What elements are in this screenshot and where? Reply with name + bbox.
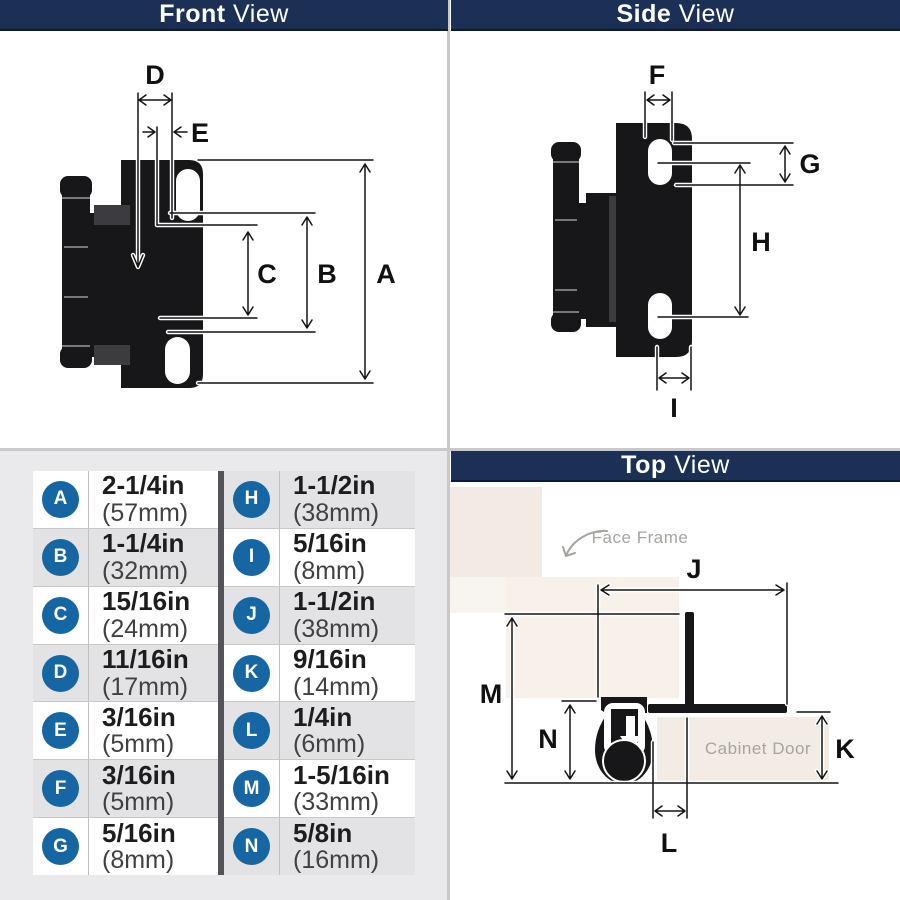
value-mm-n: (16mm) bbox=[293, 846, 380, 875]
badge-m: M bbox=[233, 770, 270, 807]
value-mm-d: (17mm) bbox=[102, 672, 189, 701]
value-mm-l: (6mm) bbox=[293, 730, 366, 759]
side-view-drawing bbox=[450, 31, 900, 448]
dim-label-c: C bbox=[257, 259, 277, 289]
table-row-h bbox=[224, 471, 415, 529]
table-row-e bbox=[33, 702, 218, 760]
value-in-j: 1-1/2in bbox=[293, 586, 376, 617]
side-hinge-barrel bbox=[553, 142, 579, 332]
value-in-f: 3/16in bbox=[102, 759, 176, 790]
side-view-title-bold: Side bbox=[616, 0, 672, 28]
table-row-a bbox=[33, 471, 218, 529]
value-in-e: 3/16in bbox=[102, 701, 176, 732]
cabinet-door-label: Cabinet Door bbox=[704, 739, 812, 758]
top-hinge-door-wing bbox=[685, 612, 694, 712]
badge-d: D bbox=[42, 655, 79, 692]
value-mm-f: (5mm) bbox=[102, 788, 175, 817]
dimension-table-left-column bbox=[33, 471, 218, 875]
table-row-g bbox=[33, 818, 218, 875]
value-mm-e: (5mm) bbox=[102, 730, 175, 759]
value-in-h: 1-1/2in bbox=[293, 470, 376, 501]
value-mm-h: (38mm) bbox=[293, 498, 380, 527]
value-in-g: 5/16in bbox=[102, 817, 176, 848]
wood-block-extension bbox=[450, 577, 506, 613]
badge-e: E bbox=[42, 712, 79, 749]
front-view-title-bold: Front bbox=[159, 0, 226, 28]
value-in-i: 5/16in bbox=[293, 528, 367, 559]
table-row-i bbox=[224, 529, 415, 587]
side-leaf-strip bbox=[609, 196, 616, 322]
table-row-d bbox=[33, 645, 218, 703]
value-in-m: 1-5/16in bbox=[293, 759, 390, 790]
table-row-b bbox=[33, 529, 218, 587]
front-view-title-rest: View bbox=[225, 0, 289, 28]
wood-block-top-left bbox=[450, 487, 542, 577]
dim-label-l: L bbox=[660, 828, 678, 858]
side-barrel-cap-bottom bbox=[551, 312, 581, 332]
table-row-k bbox=[224, 645, 415, 703]
badge-i: I bbox=[233, 539, 270, 576]
side-view-header bbox=[451, 0, 900, 31]
badge-a: A bbox=[42, 481, 79, 518]
value-mm-g: (8mm) bbox=[102, 846, 175, 875]
top-hinge-pivot bbox=[603, 740, 645, 782]
table-row-c bbox=[33, 587, 218, 645]
dim-label-a: A bbox=[376, 259, 396, 289]
value-mm-a: (57mm) bbox=[102, 498, 189, 527]
badge-f: F bbox=[42, 770, 79, 807]
badge-l: L bbox=[233, 712, 270, 749]
value-in-l: 1/4in bbox=[293, 701, 353, 732]
badge-n: N bbox=[233, 828, 270, 865]
value-mm-b: (32mm) bbox=[102, 556, 189, 585]
dim-label-j: J bbox=[686, 554, 702, 584]
side-view-title-rest: View bbox=[671, 0, 735, 28]
value-mm-c: (24mm) bbox=[102, 614, 189, 643]
table-row-j bbox=[224, 587, 415, 645]
front-view-header bbox=[0, 0, 448, 31]
badge-g: G bbox=[42, 828, 79, 865]
front-view-drawing bbox=[0, 31, 450, 448]
front-bottom-screw-slot bbox=[165, 337, 190, 384]
top-view-title-rest: View bbox=[666, 451, 730, 479]
table-row-m bbox=[224, 760, 415, 818]
badge-c: C bbox=[42, 597, 79, 634]
dimension-table-right-column bbox=[224, 471, 415, 875]
badge-h: H bbox=[233, 481, 270, 518]
front-leaf-tab-top bbox=[94, 205, 130, 225]
value-mm-i: (8mm) bbox=[293, 556, 366, 585]
face-frame-label: Face Frame bbox=[591, 528, 689, 547]
top-view-drawing bbox=[450, 483, 900, 900]
front-barrel-cap-bottom bbox=[60, 346, 92, 368]
dimension-table-panel bbox=[0, 451, 447, 900]
dim-label-g: G bbox=[799, 149, 821, 179]
dim-label-h: H bbox=[751, 227, 771, 257]
side-barrel-cap-top bbox=[551, 142, 581, 162]
dim-label-f: F bbox=[648, 60, 666, 90]
badge-k: K bbox=[233, 655, 270, 692]
dim-label-e: E bbox=[190, 118, 210, 148]
top-view-header bbox=[451, 451, 900, 482]
value-in-b: 1-1/4in bbox=[102, 528, 185, 559]
value-mm-k: (14mm) bbox=[293, 672, 380, 701]
value-in-a: 2-1/4in bbox=[102, 470, 185, 501]
top-view-title-bold: Top bbox=[621, 451, 667, 479]
face-frame-block bbox=[506, 577, 679, 698]
front-hinge-barrel bbox=[62, 176, 90, 368]
table-row-f bbox=[33, 760, 218, 818]
table-row-n bbox=[224, 818, 415, 875]
front-hinge-leaf bbox=[88, 213, 130, 357]
front-leaf-tab-bottom bbox=[94, 345, 130, 365]
dim-label-k: K bbox=[835, 734, 855, 764]
dim-label-d: D bbox=[145, 60, 165, 90]
value-in-c: 15/16in bbox=[102, 586, 191, 617]
value-mm-m: (33mm) bbox=[293, 788, 380, 817]
dim-label-b: B bbox=[317, 259, 337, 289]
value-in-d: 11/16in bbox=[102, 643, 189, 674]
top-hinge-frame-wing bbox=[648, 704, 787, 713]
front-barrel-cap-top bbox=[60, 176, 92, 198]
table-row-l bbox=[224, 702, 415, 760]
dim-label-i: I bbox=[670, 393, 678, 423]
value-in-k: 9/16in bbox=[293, 643, 367, 674]
dim-label-m: M bbox=[479, 679, 503, 709]
value-mm-j: (38mm) bbox=[293, 614, 380, 643]
dim-label-n: N bbox=[538, 724, 558, 754]
badge-b: B bbox=[42, 539, 79, 576]
badge-j: J bbox=[233, 597, 270, 634]
value-in-n: 5/8in bbox=[293, 817, 353, 848]
